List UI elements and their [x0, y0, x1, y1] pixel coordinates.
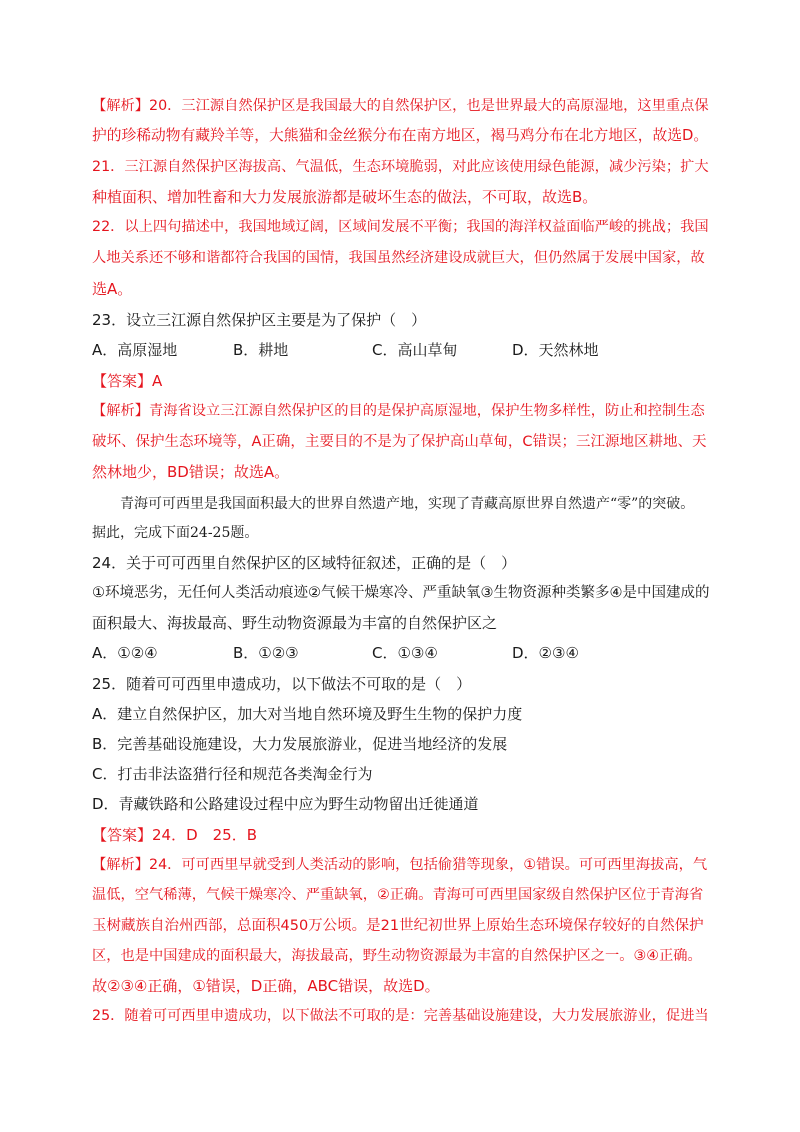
analysis-22-line-2: 人地关系还不够和谐都符合我国的国情，我国虽然经济建设成就巨大，但仍然属于发展中国家，故 — [92, 250, 705, 266]
q23-option-a: A．高原湿地 — [92, 341, 178, 359]
q25-option-a: A．建立自然保护区，加大对当地自然环境及野生生物的保护力度 — [92, 705, 523, 723]
analysis-23-line-3: 然林地少，BD错误；故选A。 — [92, 463, 290, 481]
answer-23: 【答案】A — [92, 372, 163, 390]
analysis-25-line-1: 25．随着可可西里申遗成功，以下做法不可取的是：完善基础设施建设，大力发展旅游业，促进当 — [92, 1008, 709, 1024]
q23-option-b: B．耕地 — [233, 341, 289, 359]
q24-option-a: A．①②④ — [92, 644, 158, 662]
answer-24-25: 【答案】24．D 25．B — [92, 826, 258, 844]
analysis-24-line-4: 区，也是中国建成的面积最大，海拔最高，野生动物资源最为丰富的自然保护区之一。③④正确。 — [92, 948, 702, 964]
q23-option-c: C．高山草甸 — [372, 341, 458, 359]
analysis-24-line-5: 故②③④正确，①错误，D正确，ABC错误，故选D。 — [92, 977, 440, 995]
q24-option-d: D．②③④ — [512, 644, 579, 662]
q25-option-c: C．打击非法盗猎行径和规范各类淘金行为 — [92, 765, 373, 783]
question-23: 23．设立三江源自然保护区主要是为了保护（ ） — [92, 311, 427, 329]
question-24-statements-1: ①环境恶劣，无任何人类活动痕迹②气候干燥寒冷、严重缺氧③生物资源种类繁多④是中国建成的 — [92, 585, 710, 601]
analysis-24-line-1: 【解析】24．可可西里早就受到人类活动的影响，包括偷猎等现象，①错误。可可西里海拔高，气 — [92, 857, 708, 873]
q24-option-b: B．①②③ — [233, 644, 299, 662]
analysis-21-line-2: 种植面积、增加牲畜和大力发展旅游都是破坏生态的做法，不可取，故选B。 — [92, 188, 598, 206]
passage-line-1: 青海可可西里是我国面积最大的世界自然遗产地，实现了青藏高原世界自然遗产“零”的突破。 — [120, 496, 695, 512]
analysis-21-line-1: 21．三江源自然保护区海拔高、气温低，生态环境脆弱，对此应该使用绿色能源，减少污染；扩大 — [92, 159, 709, 175]
question-25: 25．随着可可西里申遗成功，以下做法不可取的是（ ） — [92, 675, 472, 693]
passage-line-2: 据此，完成下面24-25题。 — [92, 525, 259, 541]
q24-option-c: C．①③④ — [372, 644, 438, 662]
question-24-statements-2: 面积最大、海拔最高、野生动物资源最为丰富的自然保护区之 — [92, 614, 498, 632]
analysis-20-line-1: 【解析】20．三江源自然保护区是我国最大的自然保护区，也是世界最大的高原湿地，这里重点保 — [92, 98, 709, 114]
analysis-22-line-3: 选A。 — [92, 280, 133, 298]
q23-option-d: D．天然林地 — [512, 341, 599, 359]
question-24: 24．关于可可西里自然保护区的区域特征叙述，正确的是（ ） — [92, 554, 517, 572]
analysis-20-line-2: 护的珍稀动物有藏羚羊等，大熊猫和金丝猴分布在南方地区，褐马鸡分布在北方地区，故选D。 — [92, 127, 709, 144]
analysis-24-line-2: 温低，空气稀薄，气候干燥寒冷、严重缺氧，②正确。青海可可西里国家级自然保护区位于青海省 — [92, 887, 704, 903]
analysis-22-line-1: 22．以上四句描述中，我国地域辽阔，区域间发展不平衡；我国的海洋权益面临严峻的挑战；我国 — [92, 219, 709, 235]
analysis-24-line-3: 玉树藏族自治州西部，总面积450万公顷。是21世纪初世界上原始生态环境保存较好的自然保护 — [92, 918, 704, 934]
analysis-23-line-2: 破坏、保护生态环境等，A正确，主要目的不是为了保护高山草甸，C错误；三江源地区耕地、天 — [92, 434, 707, 450]
analysis-23-line-1: 【解析】青海省设立三江源自然保护区的目的是保护高原湿地，保护生物多样性，防止和控制生态 — [92, 403, 705, 419]
q25-option-d: D．青藏铁路和公路建设过程中应为野生动物留出迁徙通道 — [92, 795, 479, 813]
q25-option-b: B．完善基础设施建设，大力发展旅游业，促进当地经济的发展 — [92, 735, 508, 753]
